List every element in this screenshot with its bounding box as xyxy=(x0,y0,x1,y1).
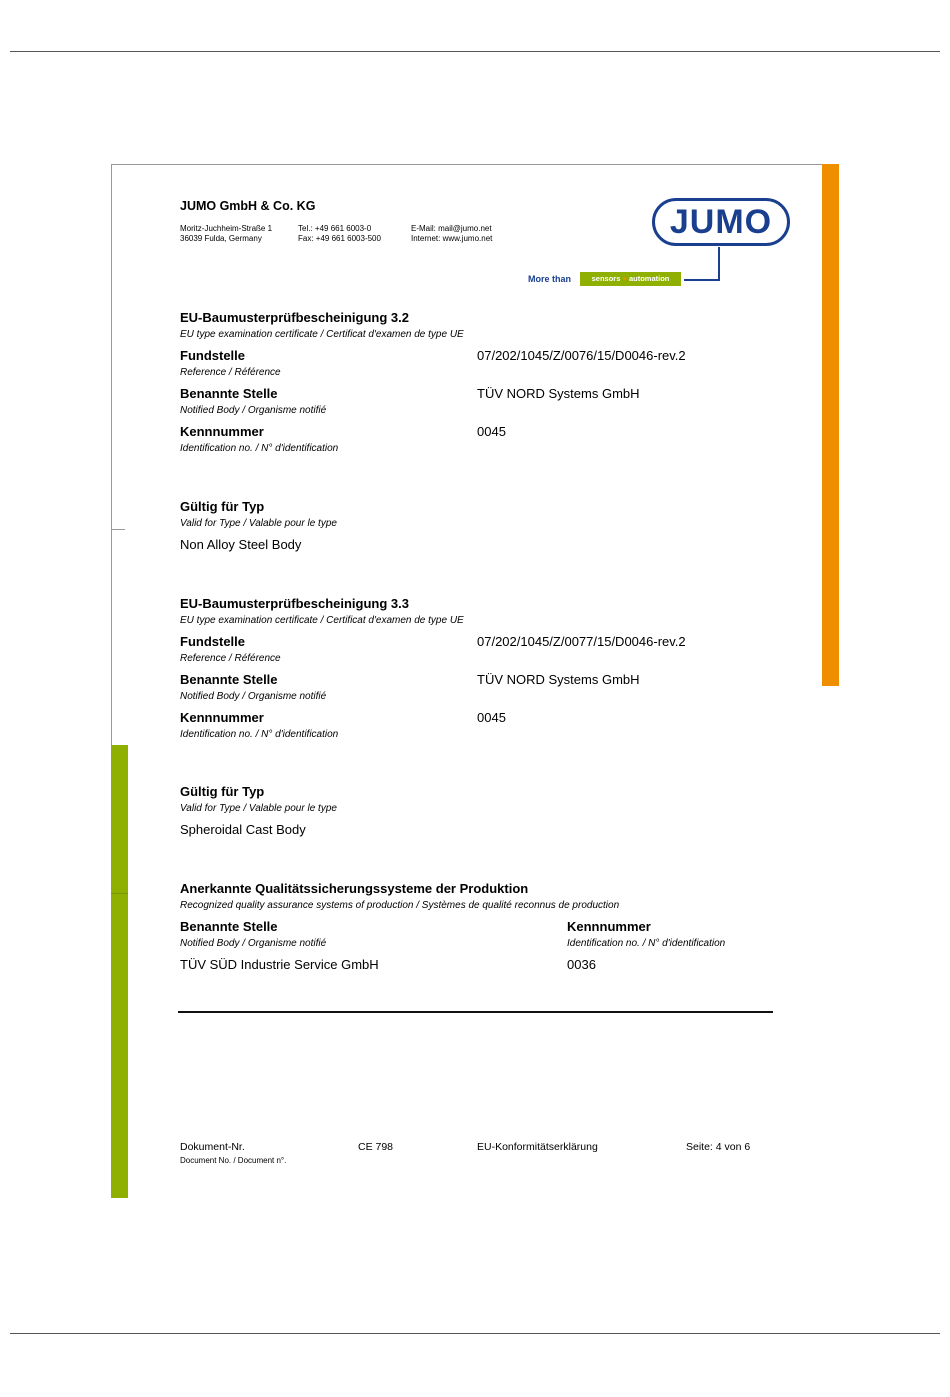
section-title: EU-Baumusterprüfbescheinigung 3.3 xyxy=(180,596,409,611)
section-subtitle: EU type examination certificate / Certificat d'examen de type UE xyxy=(180,329,464,340)
notified-body-sublabel: Notified Body / Organisme notifié xyxy=(180,405,327,416)
logo-connector xyxy=(684,279,720,281)
notified-body-label: Benannte Stelle xyxy=(180,672,278,687)
valid-type-label: Gültig für Typ xyxy=(180,784,265,799)
id-number-label: Kennnummer xyxy=(180,424,264,439)
contact-block xyxy=(411,224,492,244)
id-number-sublabel: Identification no. / N° d'identification xyxy=(567,938,726,949)
phone-block xyxy=(298,224,381,244)
jumo-logo: JUMO xyxy=(652,198,790,246)
tagline-automation: automation xyxy=(628,274,670,283)
address-block xyxy=(180,224,272,244)
notified-body-label: Benannte Stelle xyxy=(180,919,278,934)
tagline-prefix: More than xyxy=(528,274,572,284)
valid-type-sublabel: Valid for Type / Valable pour le type xyxy=(180,803,337,814)
notified-body-value: TÜV NORD Systems GmbH xyxy=(477,386,640,401)
content-end-rule xyxy=(178,1011,773,1013)
doc-title: EU-Konformitätserklärung xyxy=(477,1141,598,1153)
doc-number-value: CE 798 xyxy=(358,1141,394,1153)
fold-mark xyxy=(111,893,128,894)
orange-accent-bar xyxy=(822,164,839,686)
valid-type-sublabel: Valid for Type / Valable pour le type xyxy=(180,518,337,529)
tagline-sensors: sensors xyxy=(591,274,621,283)
notified-body-label: Benannte Stelle xyxy=(180,386,278,401)
tel: Tel.: +49 661 6003-0 xyxy=(298,224,372,233)
section-subtitle: Recognized quality assurance systems of production / Systèmes de qualité reconnus de production xyxy=(180,900,620,911)
green-accent-bar xyxy=(111,745,128,1198)
id-number-label: Kennnummer xyxy=(567,919,651,934)
id-number-value: 0045 xyxy=(477,424,506,439)
id-number-label: Kennnummer xyxy=(180,710,264,725)
address-line: 36039 Fulda, Germany xyxy=(180,234,262,243)
section-title: Anerkannte Qualitätssicherungssysteme der Produktion xyxy=(180,881,529,896)
valid-type-value: Non Alloy Steel Body xyxy=(180,537,302,552)
website: Internet: www.jumo.net xyxy=(411,234,493,243)
page-border-top xyxy=(111,164,838,165)
id-number-value: 0045 xyxy=(477,710,506,725)
section-title: EU-Baumusterprüfbescheinigung 3.2 xyxy=(180,310,409,325)
reference-label: Fundstelle xyxy=(180,634,246,649)
reference-sublabel: Reference / Référence xyxy=(180,367,281,378)
tagline-plus: + xyxy=(622,274,627,283)
id-number-sublabel: Identification no. / N° d'identification xyxy=(180,443,339,454)
valid-type-value: Spheroidal Cast Body xyxy=(180,822,306,837)
doc-number-label: Dokument-Nr. xyxy=(180,1141,245,1153)
valid-type-label: Gültig für Typ xyxy=(180,499,265,514)
notified-body-sublabel: Notified Body / Organisme notifié xyxy=(180,691,327,702)
reference-sublabel: Reference / Référence xyxy=(180,653,281,664)
notified-body-sublabel: Notified Body / Organisme notifié xyxy=(180,938,327,949)
logo-connector xyxy=(718,247,720,279)
email: E-Mail: mail@jumo.net xyxy=(411,224,492,233)
fold-mark xyxy=(111,529,125,530)
id-number-value: 0036 xyxy=(567,957,596,972)
top-divider xyxy=(10,51,940,52)
reference-label: Fundstelle xyxy=(180,348,246,363)
notified-body-value: TÜV NORD Systems GmbH xyxy=(477,672,640,687)
reference-value: 07/202/1045/Z/0076/15/D0046-rev.2 xyxy=(477,348,686,363)
page-number: Seite: 4 von 6 xyxy=(686,1141,751,1153)
bottom-divider xyxy=(10,1333,940,1334)
address-line: Moritz-Juchheim-Straße 1 xyxy=(180,224,273,233)
company-name: JUMO GmbH & Co. KG xyxy=(180,199,316,213)
notified-body-value: TÜV SÜD Industrie Service GmbH xyxy=(180,957,379,972)
doc-number-sublabel: Document No. / Document n°. xyxy=(180,1156,287,1165)
fax: Fax: +49 661 6003-500 xyxy=(298,234,381,243)
reference-value: 07/202/1045/Z/0077/15/D0046-rev.2 xyxy=(477,634,686,649)
id-number-sublabel: Identification no. / N° d'identification xyxy=(180,729,339,740)
section-subtitle: EU type examination certificate / Certificat d'examen de type UE xyxy=(180,615,464,626)
tagline-box xyxy=(580,272,681,286)
